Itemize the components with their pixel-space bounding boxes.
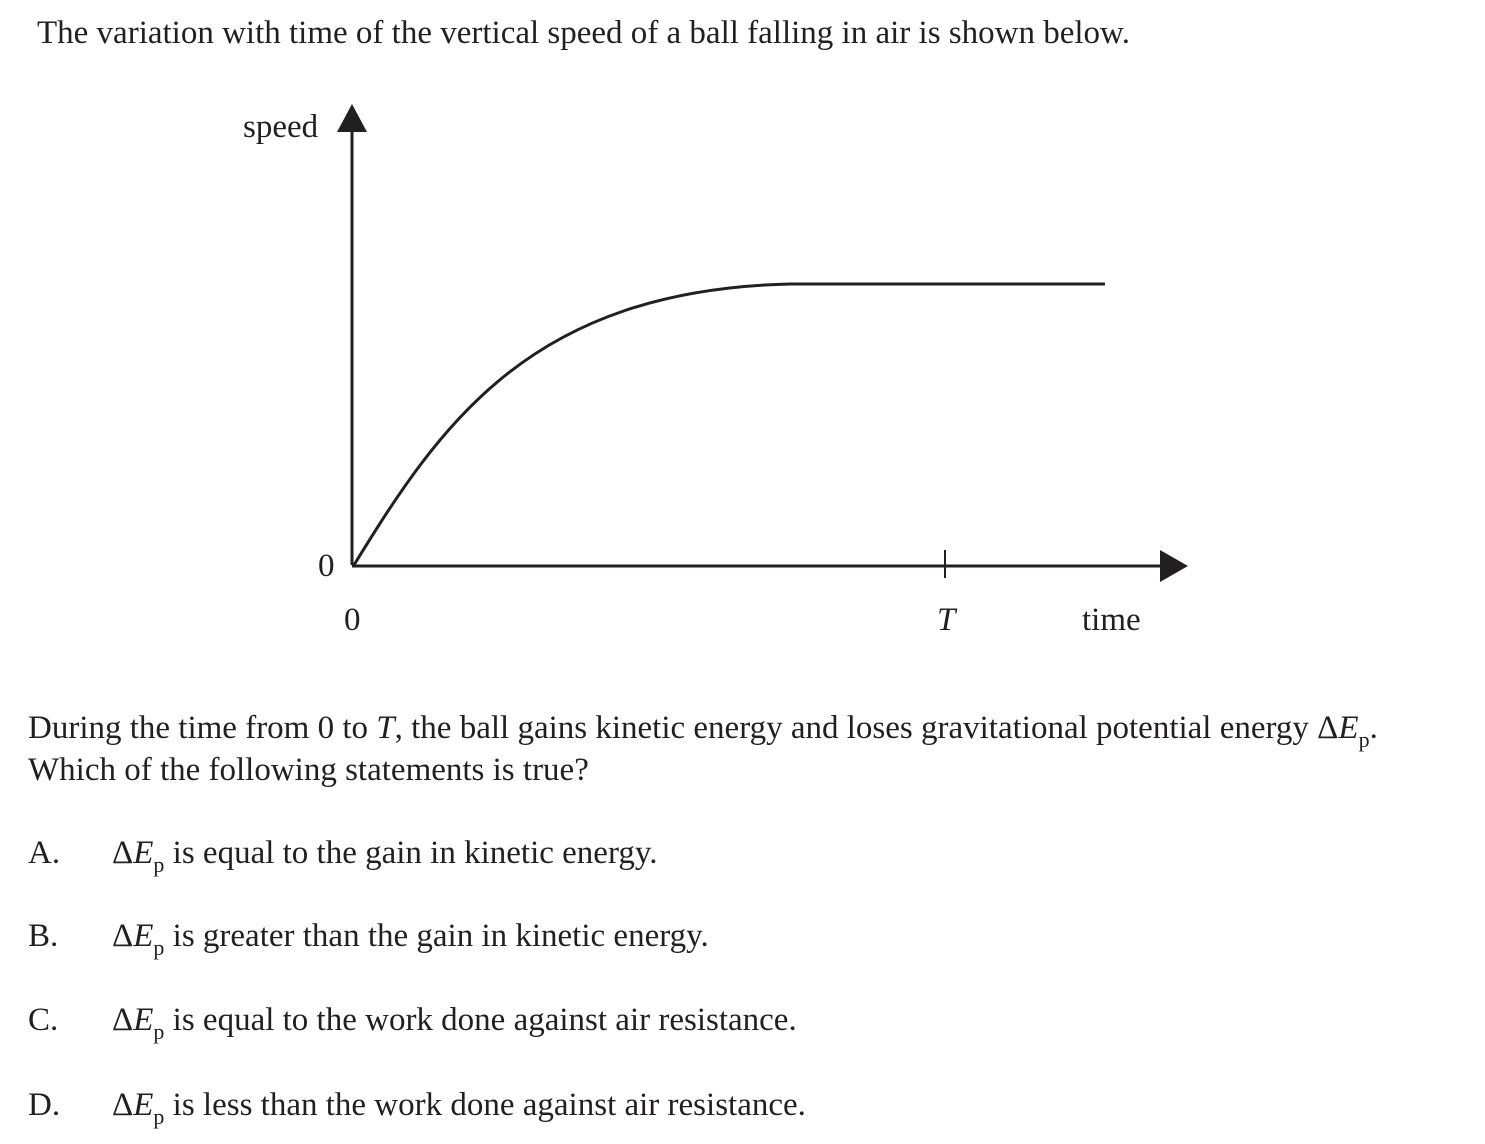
x-tick-label-T: T [937,602,956,638]
option-b-letter[interactable]: B. [28,918,59,954]
question-line-2: Which of the following statements is true? [28,752,589,788]
x-origin-label: 0 [344,602,361,638]
question-period: . [1369,710,1378,746]
delta-ep-symbol: $\Delta E_p$ [1317,710,1370,752]
intro-text: The variation with time of the vertical speed of a ball falling in air is shown below. [37,15,1130,51]
option-c-text[interactable]: $\Delta E_p$ is equal to the work done against air resistance. [112,1002,797,1044]
option-b-text[interactable]: $\Delta E_p$ is greater than the gain in kinetic energy. [112,918,709,960]
option-d-letter[interactable]: D. [28,1087,61,1123]
delta-ep-symbol: $\Delta E_p$ [112,835,165,877]
delta-ep-symbol: $\Delta E_p$ [112,1002,165,1044]
question-text-b: , the ball gains kinetic energy and loses gravitational potential energy [394,710,1318,746]
y-origin-label: 0 [318,548,335,584]
y-axis-arrow [337,104,367,132]
question-line-1 [28,710,1378,752]
y-axis-label: speed [243,109,319,145]
option-c-letter[interactable]: C. [28,1002,59,1038]
speed-curve [354,284,1105,565]
delta-ep-symbol: $\Delta E_p$ [112,918,165,960]
x-axis-label: time [1082,602,1141,638]
question-text-a: During the time from 0 to [28,710,377,746]
x-axis-arrow [1160,550,1188,582]
question-T: T [376,710,395,746]
option-d-text[interactable]: $\Delta E_p$ is less than the work done against air resistance. [112,1087,806,1129]
option-a-letter[interactable]: A. [28,835,61,871]
delta-ep-symbol: $\Delta E_p$ [112,1087,165,1129]
option-a-text[interactable]: $\Delta E_p$ is equal to the gain in kinetic energy. [112,835,658,877]
